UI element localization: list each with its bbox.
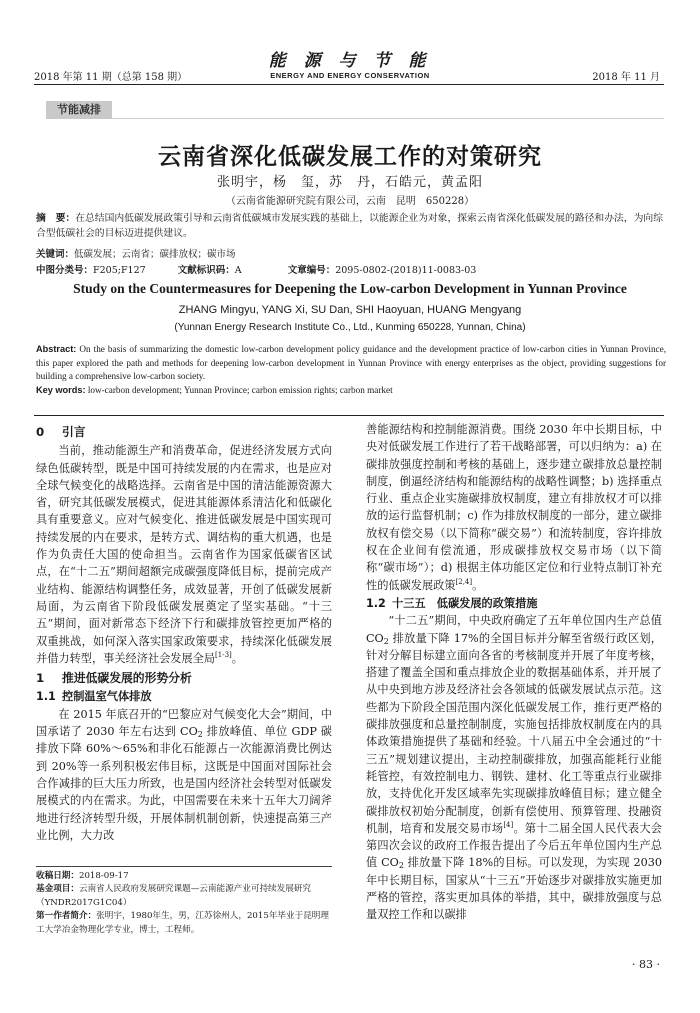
body-column-left <box>36 421 332 844</box>
subsection-title: 十三五 低碳发展的政策措施 <box>392 596 538 610</box>
journal-name-cn: 能 源 与 节 能 <box>268 51 432 71</box>
paragraph-text: 。第十二届全国人民代表大会第四次会议的政府工作报告提出了今后五年单位国内生产总值 CO <box>366 821 662 870</box>
author-label: 第一作者简介： <box>36 911 97 922</box>
doc-code-label: 文献标识码： <box>177 265 235 276</box>
section-heading <box>36 424 332 441</box>
fund-label: 基金项目： <box>36 884 79 895</box>
header-rule <box>34 84 664 85</box>
received-date <box>36 870 336 883</box>
keywords-cn-text: 低碳发展；云南省；碳排放权；碳市场 <box>74 249 236 260</box>
clc-value: F205;F127 <box>93 265 146 276</box>
section-heading <box>36 670 332 687</box>
section-number: 1 <box>36 671 45 686</box>
paragraph-text: 善能源结构和控制能源消费。围绕 2030 年中长期目标，中央对低碳发展工作进行了若干战略部署，可以归纳为：a) 在碳排放强度控制和考核的基础上，逐步建立碳排放总量控制制度，倒逼经济结构和能源结构的战略性调整；b) 选择重点行业、重点企业实施碳排放权制度，建立有排放权才可以排放的运行监督机制；c) 作为排放权制度的一部分，建立碳排放权有偿交易（以下简称“碳交易”）和流转制度，容许排放权在企业间有偿流通，形成碳排放权交易市场（以下简称“碳市场”）；d) 根据主体功能区定位和行业特点制订补充性的低碳发展政策 <box>366 423 662 592</box>
journal-name-en: ENERGY AND ENERGY CONSERVATION <box>270 71 430 80</box>
citation: [2,4] <box>455 577 473 586</box>
keywords-en-label: Key words: <box>36 384 86 395</box>
section-title: 推进低碳发展的形势分析 <box>62 671 192 686</box>
paragraph <box>366 421 662 594</box>
affiliation-en: (Yunnan Energy Research Institute Co., Ltd., Kunming 650228, Yunnan, China) <box>174 322 526 333</box>
paper-title-en: Study on the Countermeasures for Deepening the Low-carbon Development in Yunnan Province <box>73 281 627 296</box>
article-no-value: 2095-0802-(2018)11-0083-03 <box>335 265 477 276</box>
fund-value: 云南省人民政府发展研究课题—云南能源产业可持续发展研究（YNDR2017G1C04） <box>36 884 312 908</box>
authors: 张明宇，杨 玺，苏 丹，石皓元，黄孟阳 <box>216 175 483 190</box>
paragraph-text: 排放峰值、单位 GDP 碳排放下降 60%～65%和非化石能源占一次能源消费比例达到 20%等一系列积极宏伟目标，这既是中国面对国际社会合作减排的巨大压力所致，也是国内经济社会转型对低碳发展模式的内在需求。为此，中国需要在未来十五年大刀阔斧地进行经济转型升级，开展体制机制创新，快速提高第三产业比例，大力改 <box>36 725 332 842</box>
paragraph-text: 排放量下降 18%的目标。可以发现，为实现 2030 年中长期目标，国家从“十三五”开始逐步对碳排放实施更加严格的管控，落实更加具体的举措，其中，碳排放强度与总量双控工作和以碳排 <box>366 856 662 922</box>
issue-date: 2018 年 11 月 <box>592 72 660 83</box>
subscript: 2 <box>398 861 404 871</box>
subsection-number: 1.1 <box>36 690 56 704</box>
paragraph-text: “十二五”期间，中央政府确定了五年单位国内生产总值 CO <box>366 614 662 645</box>
paragraph-text: 排放量下降 17%的全国目标并分解至省级行政区划，针对分解目标建立面向各省的考核制度并开展了年度考核，搭建了覆盖全国和重点排放企业的数据基础体系，并开展了从中央到地方涉及经济社会各领域的低碳发展试点示范。这些都为下阶段全国范围内深化低碳发展工作，推行更严格的碳排放强度和总量控制制度，实施包括排放权制度在内的具体政策措施提供了基础和经验。十八届五中全会通过的“十三五”规划建议提出，主动控制碳排放，加强高能耗行业能耗管控，有效控制电力、钢铁、建材、化工等重点行业碳排放，支持优化开发区域率先实现碳排放峰值目标；建立健全碳排放权初始分配制度，创新有偿使用、预算管理、投融资机制，培育和发展交易市场 <box>366 631 662 835</box>
badge-rule <box>112 118 664 119</box>
article-no-label: 文章编号： <box>287 265 336 276</box>
subsection-heading <box>36 688 332 705</box>
paragraph-text: 在 2015 年底召开的“巴黎应对气候变化大会”期间，中国承诺了 2030 年左右达到 CO <box>36 707 332 739</box>
paragraph <box>36 442 332 667</box>
abstract-cn <box>36 212 666 241</box>
subscript: 2 <box>197 730 203 740</box>
abstract-rule <box>34 415 664 416</box>
citation: [4] <box>503 820 514 829</box>
subsection-heading <box>366 595 662 612</box>
issue-info: 2018 年第 11 期（总第 158 期） <box>34 72 188 83</box>
abstract-en <box>36 343 666 397</box>
received-value: 2018-09-17 <box>78 871 129 881</box>
keywords-cn-label: 关键词： <box>36 249 75 260</box>
punct: 。 <box>472 578 484 592</box>
section-badge: 节能减排 <box>46 101 112 119</box>
abstract-cn-text: 在总结国内低碳发展政策引导和云南省低碳城市发展实践的基础上，以能源企业为对象，探索云南省深化低碳发展的路径和办法，为向综合型低碳社会的目标迈进提供建议。 <box>36 213 663 239</box>
received-label: 收稿日期： <box>36 871 79 881</box>
punct: 。 <box>231 651 243 665</box>
subsection-number: 1.2 <box>366 596 386 610</box>
page-number: · 83 · <box>632 958 660 971</box>
affiliation: （云南省能源研究院有限公司，云南 昆明 650228） <box>225 196 475 207</box>
paper-title: 云南省深化低碳发展工作的对策研究 <box>158 144 542 170</box>
section-title: 引言 <box>62 425 86 439</box>
footnote-rule <box>36 866 332 867</box>
paragraph <box>36 706 332 844</box>
author-value: 张明宇，1980年生，男，江苏徐州人，2015年毕业于昆明理工大学冶金物理化学专业，博士，工程师。 <box>36 911 329 935</box>
footnote <box>36 870 336 937</box>
abstract-en-label: Abstract: <box>36 344 77 354</box>
paragraph-text: 当前，推动能源生产和消费革命，促进经济发展方式向绿色低碳转型，既是中国可持续发展的内在需求，也是应对全球气候变化的战略选择。云南省是中国的清洁能源资源大省，研究其低碳发展模式，促进其能源体系清洁化和低碳化具有重要意义。应对气候变化、推进低碳发展是中国实现可持续发展的内在要求，是转方式、调结构的重大机遇，也是作为负责任大国的使命担当。云南省作为国家低碳省区试点，在“十二五”期间超额完成碳强度降低目标，提前完成产业结构、能源结构调整任务，成效显著，开创了低碳发展新局面，为云南省下阶段低碳发展奠定了坚实基础。“十三五”期间，面对新常态下经济下行和碳排放管控更加严格的双重挑战，如何深入落实国家政策要求，持续深化低碳发展并借力转型，事关经济社会发展全局 <box>36 444 332 665</box>
body-column-right <box>366 421 662 924</box>
classification-row <box>36 262 666 276</box>
subsection-title: 控制温室气体排放 <box>62 690 152 704</box>
doc-code-value: A <box>234 265 242 276</box>
citation: [1-3] <box>215 650 232 659</box>
section-number: 0 <box>36 425 45 439</box>
subscript: 2 <box>383 636 389 646</box>
keywords-cn <box>36 246 666 260</box>
authors-en: ZHANG Mingyu, YANG Xi, SU Dan, SHI Haoyuan, HUANG Mengyang <box>178 304 522 316</box>
abstract-en-text: On the basis of summarizing the domestic low-carbon development policy guidance and the development practice of low-carbon cities in Yunnan Province, this paper explored the path and methods for deepening low-carbon development in Yunnan Province with energy enterprises as the object, providing suggestions for building a comprehensive low-carbon society. <box>36 344 667 382</box>
clc-label: 中图分类号： <box>36 265 94 276</box>
keywords-en-text: low-carbon development; Yunnan Province; carbon emission rights; carbon market <box>87 384 393 395</box>
first-author-info <box>36 910 336 937</box>
abstract-cn-label: 摘 要： <box>36 213 76 224</box>
paragraph <box>366 612 662 923</box>
fund-info <box>36 883 336 910</box>
